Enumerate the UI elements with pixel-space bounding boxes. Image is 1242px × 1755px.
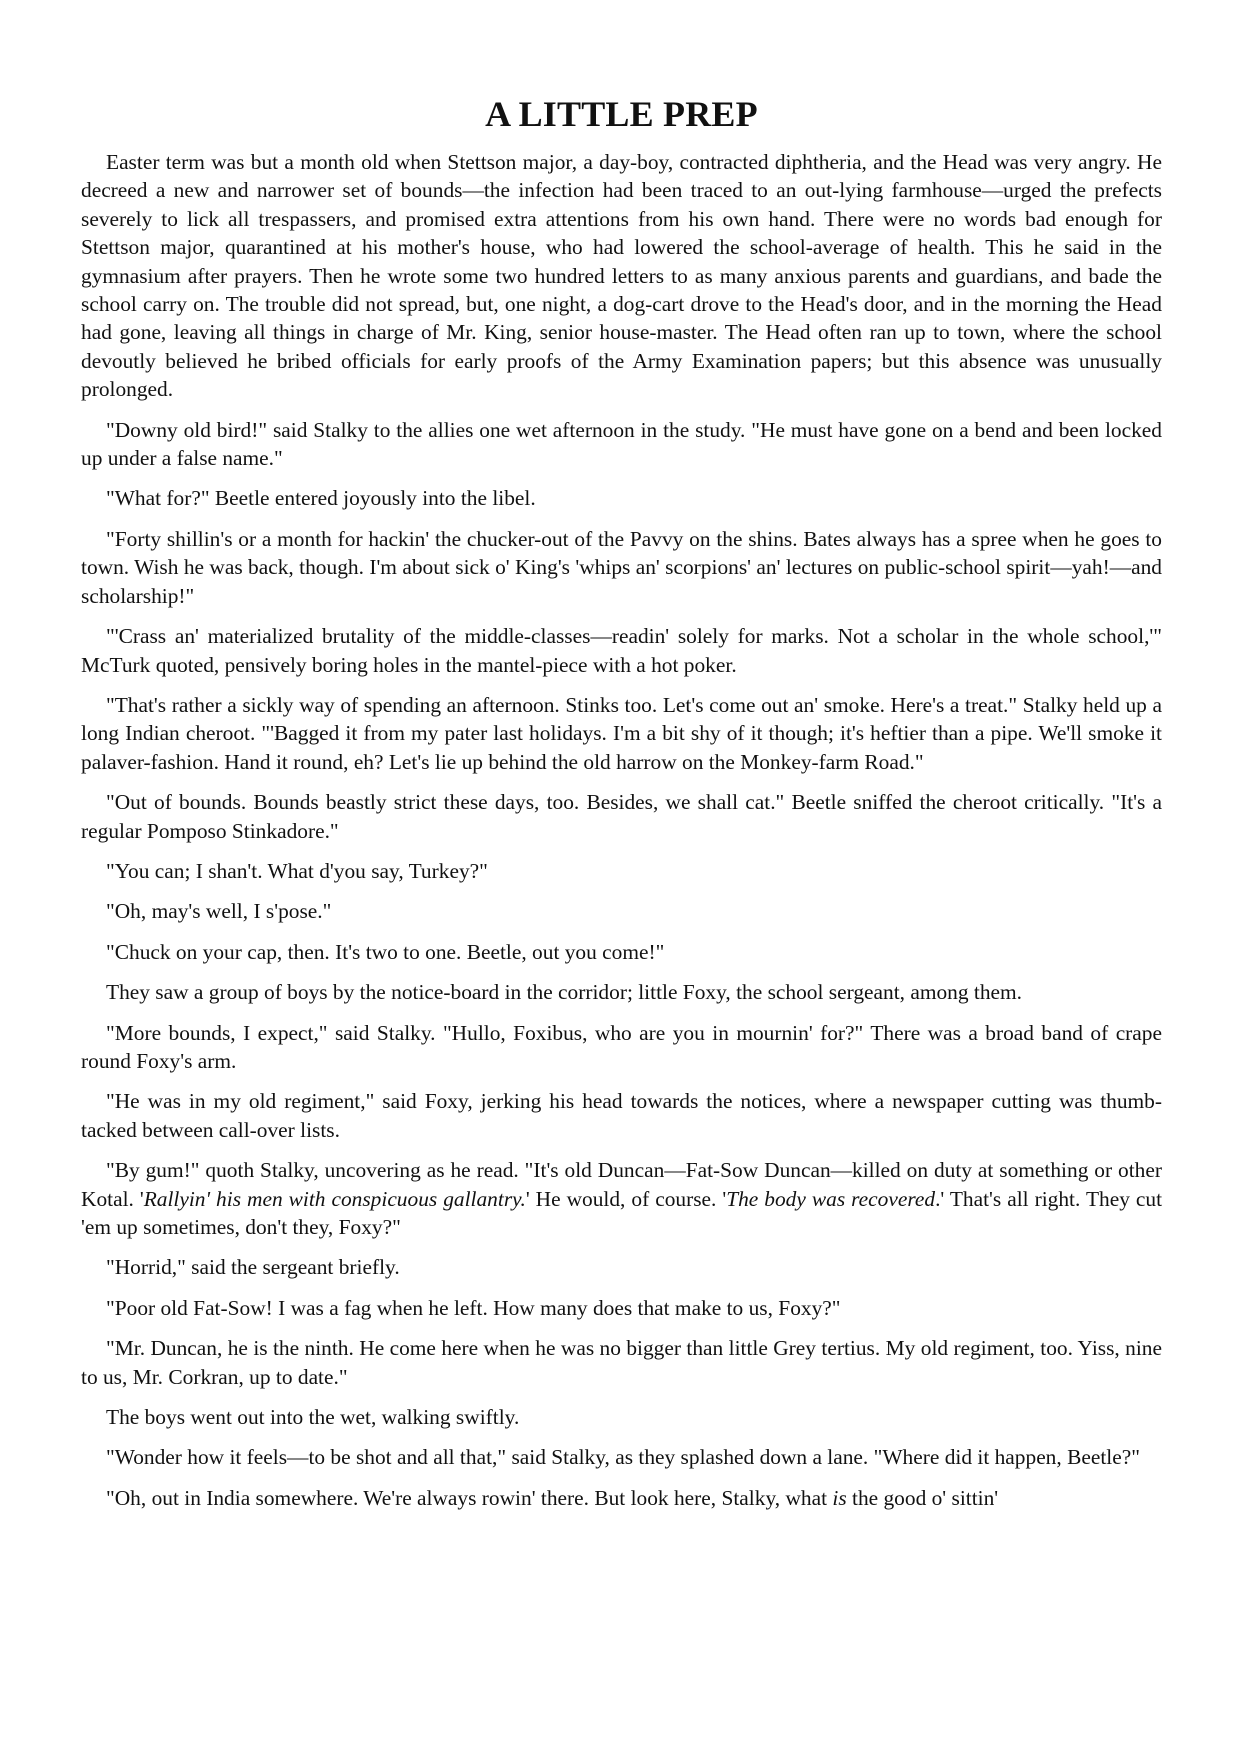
paragraph xyxy=(81,788,1162,845)
paragraph xyxy=(81,416,1162,473)
text-run: They saw a group of boys by the notice-board in the corridor; little Foxy, the school sergeant, among them. xyxy=(106,980,1023,1005)
text-run: "More bounds, I expect," said Stalky. "Hullo, Foxibus, who are you in mournin' for?" There was a broad band of crape round Foxy's arm. xyxy=(81,1020,1162,1073)
text-run: "What for?" Beetle entered joyously into the libel. xyxy=(106,486,536,511)
text-run: "Oh, may's well, I s'pose." xyxy=(106,899,332,924)
text-run: ' He would, of course. ' xyxy=(525,1186,727,1211)
text-run: "Poor old Fat-Sow! I was a fag when he left. How many does that make to us, Foxy?" xyxy=(106,1295,841,1320)
paragraph xyxy=(81,857,1162,885)
text-run: "Downy old bird!" said Stalky to the allies one wet afternoon in the study. "He must have gone on a bend and been locked up under a false name." xyxy=(81,417,1162,471)
body-text xyxy=(81,148,1162,1512)
text-run: "'Crass an' materialized brutality of the middle-classes—readin' solely for marks. Not a scholar in the whole school,'" McTurk quoted, pensively boring holes in the mantel-piece with a hot poker. xyxy=(81,624,1162,677)
chapter-title: A LITTLE PREP xyxy=(485,94,758,134)
italic-text-run: is xyxy=(832,1485,847,1510)
italic-text-run: Rallyin' his men with conspicuous gallantry. xyxy=(143,1186,526,1211)
text-run: "Chuck on your cap, then. It's two to one. Beetle, out you come!" xyxy=(106,939,665,964)
text-run: "Oh, out in India somewhere. We're always rowin' there. But look here, Stalky, what xyxy=(106,1485,833,1510)
text-run: "Horrid," said the sergeant briefly. xyxy=(106,1255,400,1280)
text-run: "You can; I shan't. What d'you say, Turkey?" xyxy=(106,858,488,883)
text-run: "By gum!" quoth Stalky, uncovering as he read. "It's old Duncan—Fat-Sow Duncan—killed on duty at something or other Kotal. ' xyxy=(81,1158,1162,1211)
paragraph xyxy=(81,148,1162,404)
italic-text-run: The body was recovered xyxy=(726,1186,936,1211)
paragraph xyxy=(81,622,1162,679)
paragraph xyxy=(81,525,1162,610)
text-run: "Out of bounds. Bounds beastly strict these days, too. Besides, we shall cat." Beetle sniffed the cheroot critically. "It's a regular Pomposo Stinkadore." xyxy=(81,790,1162,843)
text-run: "Mr. Duncan, he is the ninth. He come here when he was no bigger than little Grey tertius. My old regiment, too. Yiss, nine to us, Mr. Corkran, up to date." xyxy=(81,1336,1162,1389)
paragraph xyxy=(81,1484,1162,1512)
paragraph xyxy=(81,1253,1162,1281)
paragraph xyxy=(81,1403,1162,1431)
paragraph xyxy=(81,484,1162,512)
text-run: The boys went out into the wet, walking swiftly. xyxy=(106,1405,520,1430)
paragraph xyxy=(81,691,1162,776)
text-run: "He was in my old regiment," said Foxy, jerking his head towards the notices, where a newspaper cutting was thumb-tacked between call-over lists. xyxy=(81,1089,1162,1142)
paragraph xyxy=(81,938,1162,966)
text-run: Easter term was but a month old when Stettson major, a day-boy, contracted diphtheria, and the Head was very angry. He decreed a new and narrower set of bounds—the infection had been traced to an out-lying farmhouse—urged the prefects severely to lick all trespassers, and promised extra attentions from his own hand. There were no words bad enough for Stettson major, quarantined at his mother's house, who had lowered the school-average of health. This he said in the gymnasium after prayers. Then he wrote some two hundred letters to as many anxious parents and guardians, and bade the school carry on. The trouble did not spread, but, one night, a dog-cart drove to the Head's door, and in the morning the Head had gone, leaving all things in charge of Mr. King, senior house-master. The Head often ran up to town, where the school devoutly believed he bribed officials for early proofs of the Army Examination papers; but this absence was unusually prolonged. xyxy=(81,150,1162,402)
paragraph xyxy=(81,978,1162,1006)
paragraph xyxy=(81,1156,1162,1241)
text-run: .' That's all right. They cut 'em up sometimes, don't they, Foxy?" xyxy=(81,1186,1163,1239)
paragraph xyxy=(81,1019,1162,1076)
text-run: the good o' sittin' xyxy=(846,1485,999,1510)
paragraph xyxy=(81,1334,1162,1391)
paragraph xyxy=(81,897,1162,925)
text-run: "Wonder how it feels—to be shot and all that," said Stalky, as they splashed down a lane. "Where did it happen, Beetle?" xyxy=(106,1445,1140,1470)
paragraph xyxy=(81,1087,1162,1144)
paragraph xyxy=(81,1294,1162,1322)
text-run: "That's rather a sickly way of spending an afternoon. Stinks too. Let's come out an' smoke. Here's a treat." Stalky held up a long Indian cheroot. "'Bagged it from my pater last holidays. I'm a bit shy of it though; it's heftier than a pipe. We'll smoke it palaver-fashion. Hand it round, eh? Let's lie up behind the old harrow on the Monkey-farm Road." xyxy=(81,692,1162,774)
text-run: "Forty shillin's or a month for hackin' the chucker-out of the Pavvy on the shins. Bates always has a spree when he goes to town. Wish he was back, though. I'm about sick o' King's 'whips an' scorpions' an' lectures on public-school spirit—yah!—and scholarship!" xyxy=(81,526,1162,608)
paragraph xyxy=(81,1443,1162,1471)
